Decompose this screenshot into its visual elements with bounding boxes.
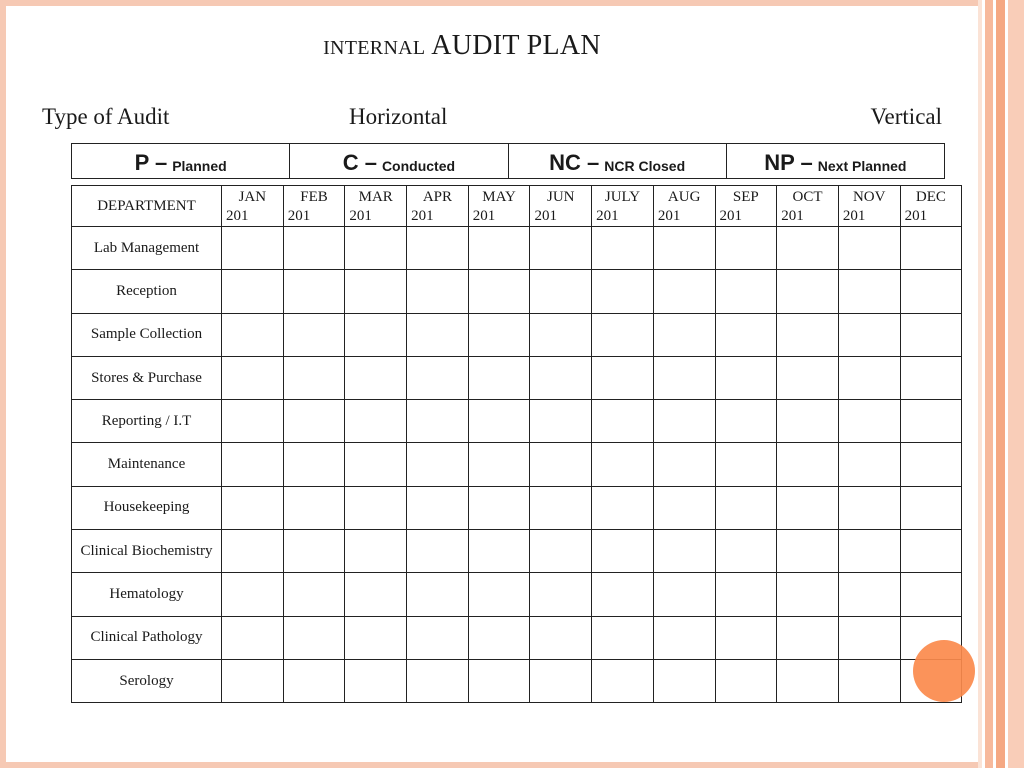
month-name: AUG	[667, 189, 701, 205]
legend-desc: NCR Closed	[604, 157, 686, 174]
legend-code: P –	[134, 150, 168, 175]
plan-cell-sep[interactable]	[715, 530, 777, 573]
month-name: JULY	[604, 189, 641, 205]
month-year: 201	[719, 208, 742, 224]
department-name: Stores & Purchase	[72, 356, 222, 399]
plan-cell-feb[interactable]	[283, 227, 345, 270]
department-name: Clinical Pathology	[72, 616, 222, 659]
plan-cell-may[interactable]	[468, 400, 530, 443]
legend-ncr-closed	[509, 144, 727, 178]
month-year: 201	[781, 208, 804, 224]
plan-cell-mar[interactable]	[345, 573, 407, 616]
month-name: APR	[422, 189, 452, 205]
plan-cell-feb[interactable]	[283, 486, 345, 529]
plan-cell-jan[interactable]	[222, 270, 284, 313]
legend-conducted	[290, 144, 508, 178]
plan-cell-apr[interactable]	[407, 573, 469, 616]
legend-code: C –	[342, 150, 377, 175]
plan-cell-nov[interactable]	[838, 616, 900, 659]
plan-cell-feb[interactable]	[283, 313, 345, 356]
month-year: 201	[349, 208, 372, 224]
title-prefix: INTERNAL	[323, 37, 426, 59]
table-row	[72, 616, 962, 659]
page-title	[0, 30, 924, 62]
title-main: AUDIT PLAN	[431, 30, 601, 61]
month-header-oct	[777, 186, 839, 227]
table-row	[72, 486, 962, 529]
table-header-row	[72, 186, 962, 227]
plan-cell-nov[interactable]	[838, 530, 900, 573]
department-name: Serology	[72, 659, 222, 702]
plan-cell-jun[interactable]	[530, 313, 592, 356]
month-header-jun	[530, 186, 592, 227]
legend-desc: Planned	[172, 157, 227, 174]
plan-cell-may[interactable]	[468, 486, 530, 529]
plan-cell-feb[interactable]	[283, 443, 345, 486]
plan-cell-jan[interactable]	[222, 659, 284, 702]
table-row	[72, 270, 962, 313]
table-row	[72, 356, 962, 399]
legend-code: NC –	[549, 150, 600, 175]
legend-code: NP –	[764, 150, 813, 175]
plan-cell-july[interactable]	[592, 659, 654, 702]
plan-cell-jan[interactable]	[222, 400, 284, 443]
month-name: OCT	[792, 189, 823, 205]
legend-desc: Next Planned	[817, 157, 907, 174]
plan-cell-oct[interactable]	[777, 400, 839, 443]
month-header-apr	[407, 186, 469, 227]
department-name: Reporting / I.T	[72, 400, 222, 443]
plan-cell-may[interactable]	[468, 530, 530, 573]
plan-cell-feb[interactable]	[283, 573, 345, 616]
plan-cell-may[interactable]	[468, 443, 530, 486]
plan-cell-jan[interactable]	[222, 356, 284, 399]
month-header-aug	[653, 186, 715, 227]
plan-cell-sep[interactable]	[715, 227, 777, 270]
plan-cell-july[interactable]	[592, 443, 654, 486]
plan-cell-july[interactable]	[592, 486, 654, 529]
plan-cell-sep[interactable]	[715, 659, 777, 702]
plan-cell-apr[interactable]	[407, 313, 469, 356]
department-name: Hematology	[72, 573, 222, 616]
month-name: MAY	[482, 189, 516, 205]
plan-cell-dec[interactable]	[900, 270, 962, 313]
month-year: 201	[472, 208, 496, 224]
plan-cell-mar[interactable]	[345, 530, 407, 573]
plan-cell-apr[interactable]	[407, 356, 469, 399]
plan-cell-feb[interactable]	[283, 530, 345, 573]
plan-cell-dec[interactable]	[900, 573, 962, 616]
plan-cell-mar[interactable]	[345, 356, 407, 399]
plan-cell-aug[interactable]	[653, 443, 715, 486]
plan-cell-nov[interactable]	[838, 400, 900, 443]
legend-planned	[72, 144, 290, 178]
department-name: Maintenance	[72, 443, 222, 486]
plan-cell-mar[interactable]	[345, 443, 407, 486]
plan-cell-july[interactable]	[592, 270, 654, 313]
plan-cell-jun[interactable]	[530, 400, 592, 443]
plan-cell-may[interactable]	[468, 356, 530, 399]
plan-cell-sep[interactable]	[715, 356, 777, 399]
status-legend	[71, 143, 945, 179]
plan-cell-apr[interactable]	[407, 486, 469, 529]
plan-cell-dec[interactable]	[900, 227, 962, 270]
plan-cell-apr[interactable]	[407, 530, 469, 573]
plan-cell-sep[interactable]	[715, 573, 777, 616]
plan-cell-oct[interactable]	[777, 227, 839, 270]
plan-cell-oct[interactable]	[777, 443, 839, 486]
plan-cell-aug[interactable]	[653, 616, 715, 659]
table-row	[72, 573, 962, 616]
plan-cell-apr[interactable]	[407, 616, 469, 659]
month-header-dec	[900, 186, 962, 227]
plan-cell-oct[interactable]	[777, 356, 839, 399]
plan-cell-july[interactable]	[592, 573, 654, 616]
plan-cell-july[interactable]	[592, 530, 654, 573]
plan-cell-mar[interactable]	[345, 227, 407, 270]
plan-cell-july[interactable]	[592, 400, 654, 443]
department-name: Sample Collection	[72, 313, 222, 356]
audit-type-horizontal: Horizontal	[349, 104, 448, 129]
plan-cell-mar[interactable]	[345, 270, 407, 313]
plan-cell-nov[interactable]	[838, 227, 900, 270]
plan-cell-aug[interactable]	[653, 227, 715, 270]
plan-cell-nov[interactable]	[838, 443, 900, 486]
plan-cell-oct[interactable]	[777, 486, 839, 529]
month-year: 201	[596, 208, 619, 224]
plan-cell-jan[interactable]	[222, 443, 284, 486]
legend-next-planned	[727, 144, 944, 178]
plan-cell-dec[interactable]	[900, 400, 962, 443]
plan-cell-sep[interactable]	[715, 616, 777, 659]
plan-cell-feb[interactable]	[283, 400, 345, 443]
plan-cell-oct[interactable]	[777, 313, 839, 356]
month-header-may	[468, 186, 530, 227]
plan-cell-jun[interactable]	[530, 659, 592, 702]
plan-cell-jun[interactable]	[530, 356, 592, 399]
plan-cell-aug[interactable]	[653, 400, 715, 443]
plan-cell-jun[interactable]	[530, 443, 592, 486]
plan-cell-dec[interactable]	[900, 530, 962, 573]
plan-cell-oct[interactable]	[777, 573, 839, 616]
plan-cell-sep[interactable]	[715, 486, 777, 529]
plan-cell-sep[interactable]	[715, 443, 777, 486]
plan-cell-may[interactable]	[468, 616, 530, 659]
plan-cell-sep[interactable]	[715, 270, 777, 313]
month-name: FEB	[300, 189, 328, 205]
plan-cell-feb[interactable]	[283, 270, 345, 313]
plan-cell-jan[interactable]	[222, 227, 284, 270]
plan-cell-aug[interactable]	[653, 659, 715, 702]
month-year: 201	[411, 208, 434, 224]
plan-cell-apr[interactable]	[407, 227, 469, 270]
month-header-mar	[345, 186, 407, 227]
plan-cell-aug[interactable]	[653, 356, 715, 399]
plan-cell-jun[interactable]	[530, 530, 592, 573]
plan-cell-oct[interactable]	[777, 659, 839, 702]
department-name: Lab Management	[72, 227, 222, 270]
table-row	[72, 227, 962, 270]
plan-cell-jun[interactable]	[530, 486, 592, 529]
department-name: Housekeeping	[72, 486, 222, 529]
department-name: Reception	[72, 270, 222, 313]
plan-cell-jan[interactable]	[222, 313, 284, 356]
plan-cell-nov[interactable]	[838, 313, 900, 356]
plan-cell-nov[interactable]	[838, 356, 900, 399]
audit-type-vertical: Vertical	[870, 104, 942, 129]
plan-cell-dec[interactable]	[900, 356, 962, 399]
plan-cell-aug[interactable]	[653, 313, 715, 356]
plan-cell-oct[interactable]	[777, 270, 839, 313]
plan-cell-mar[interactable]	[345, 486, 407, 529]
plan-cell-may[interactable]	[468, 573, 530, 616]
plan-cell-feb[interactable]	[283, 659, 345, 702]
table-row	[72, 313, 962, 356]
plan-cell-jan[interactable]	[222, 573, 284, 616]
legend-desc: Conducted	[381, 157, 456, 174]
plan-cell-july[interactable]	[592, 616, 654, 659]
plan-cell-oct[interactable]	[777, 616, 839, 659]
plan-cell-may[interactable]	[468, 659, 530, 702]
audit-type-label: Type of Audit	[42, 104, 170, 129]
plan-cell-oct[interactable]	[777, 530, 839, 573]
month-header-july	[592, 186, 654, 227]
plan-cell-jun[interactable]	[530, 616, 592, 659]
plan-cell-aug[interactable]	[653, 486, 715, 529]
plan-cell-may[interactable]	[468, 227, 530, 270]
plan-cell-jun[interactable]	[530, 270, 592, 313]
month-name: NOV	[852, 189, 886, 205]
plan-cell-may[interactable]	[468, 313, 530, 356]
plan-cell-mar[interactable]	[345, 400, 407, 443]
decorative-orange-circle	[913, 640, 975, 702]
month-year: 201	[226, 208, 249, 224]
table-row	[72, 659, 962, 702]
month-name: JUN	[547, 189, 575, 205]
plan-cell-aug[interactable]	[653, 530, 715, 573]
plan-cell-nov[interactable]	[838, 270, 900, 313]
plan-cell-jun[interactable]	[530, 573, 592, 616]
month-header-nov	[838, 186, 900, 227]
plan-cell-dec[interactable]	[900, 313, 962, 356]
plan-cell-nov[interactable]	[838, 573, 900, 616]
plan-cell-apr[interactable]	[407, 659, 469, 702]
audit-type-row	[42, 104, 942, 134]
plan-cell-may[interactable]	[468, 270, 530, 313]
department-header: DEPARTMENT	[72, 186, 222, 227]
plan-cell-dec[interactable]	[900, 443, 962, 486]
month-header-jan	[222, 186, 284, 227]
plan-cell-feb[interactable]	[283, 356, 345, 399]
table-row	[72, 443, 962, 486]
month-header-feb	[283, 186, 345, 227]
month-year: 201	[534, 208, 557, 224]
plan-cell-nov[interactable]	[838, 486, 900, 529]
month-name: JAN	[238, 189, 267, 205]
plan-cell-apr[interactable]	[407, 443, 469, 486]
plan-cell-sep[interactable]	[715, 400, 777, 443]
month-header-sep	[715, 186, 777, 227]
month-year: 201	[842, 208, 866, 224]
month-name: SEP	[732, 189, 759, 205]
plan-cell-july[interactable]	[592, 356, 654, 399]
plan-cell-sep[interactable]	[715, 313, 777, 356]
plan-cell-july[interactable]	[592, 227, 654, 270]
plan-cell-mar[interactable]	[345, 313, 407, 356]
plan-cell-jan[interactable]	[222, 616, 284, 659]
month-year: 201	[657, 208, 681, 224]
month-name: MAR	[358, 189, 393, 205]
month-year: 201	[904, 208, 928, 224]
month-name: DEC	[915, 189, 946, 205]
department-name: Clinical Biochemistry	[72, 530, 222, 573]
audit-plan-table	[71, 185, 962, 703]
plan-cell-jun[interactable]	[530, 227, 592, 270]
plan-cell-aug[interactable]	[653, 270, 715, 313]
plan-cell-aug[interactable]	[653, 573, 715, 616]
plan-cell-feb[interactable]	[283, 616, 345, 659]
plan-cell-apr[interactable]	[407, 270, 469, 313]
plan-cell-july[interactable]	[592, 313, 654, 356]
decorative-stripes	[978, 0, 1024, 768]
month-year: 201	[287, 208, 311, 224]
plan-cell-nov[interactable]	[838, 659, 900, 702]
plan-cell-apr[interactable]	[407, 400, 469, 443]
plan-cell-mar[interactable]	[345, 659, 407, 702]
table-row	[72, 530, 962, 573]
plan-cell-jan[interactable]	[222, 530, 284, 573]
plan-cell-jan[interactable]	[222, 486, 284, 529]
plan-cell-mar[interactable]	[345, 616, 407, 659]
table-row	[72, 400, 962, 443]
plan-cell-dec[interactable]	[900, 486, 962, 529]
